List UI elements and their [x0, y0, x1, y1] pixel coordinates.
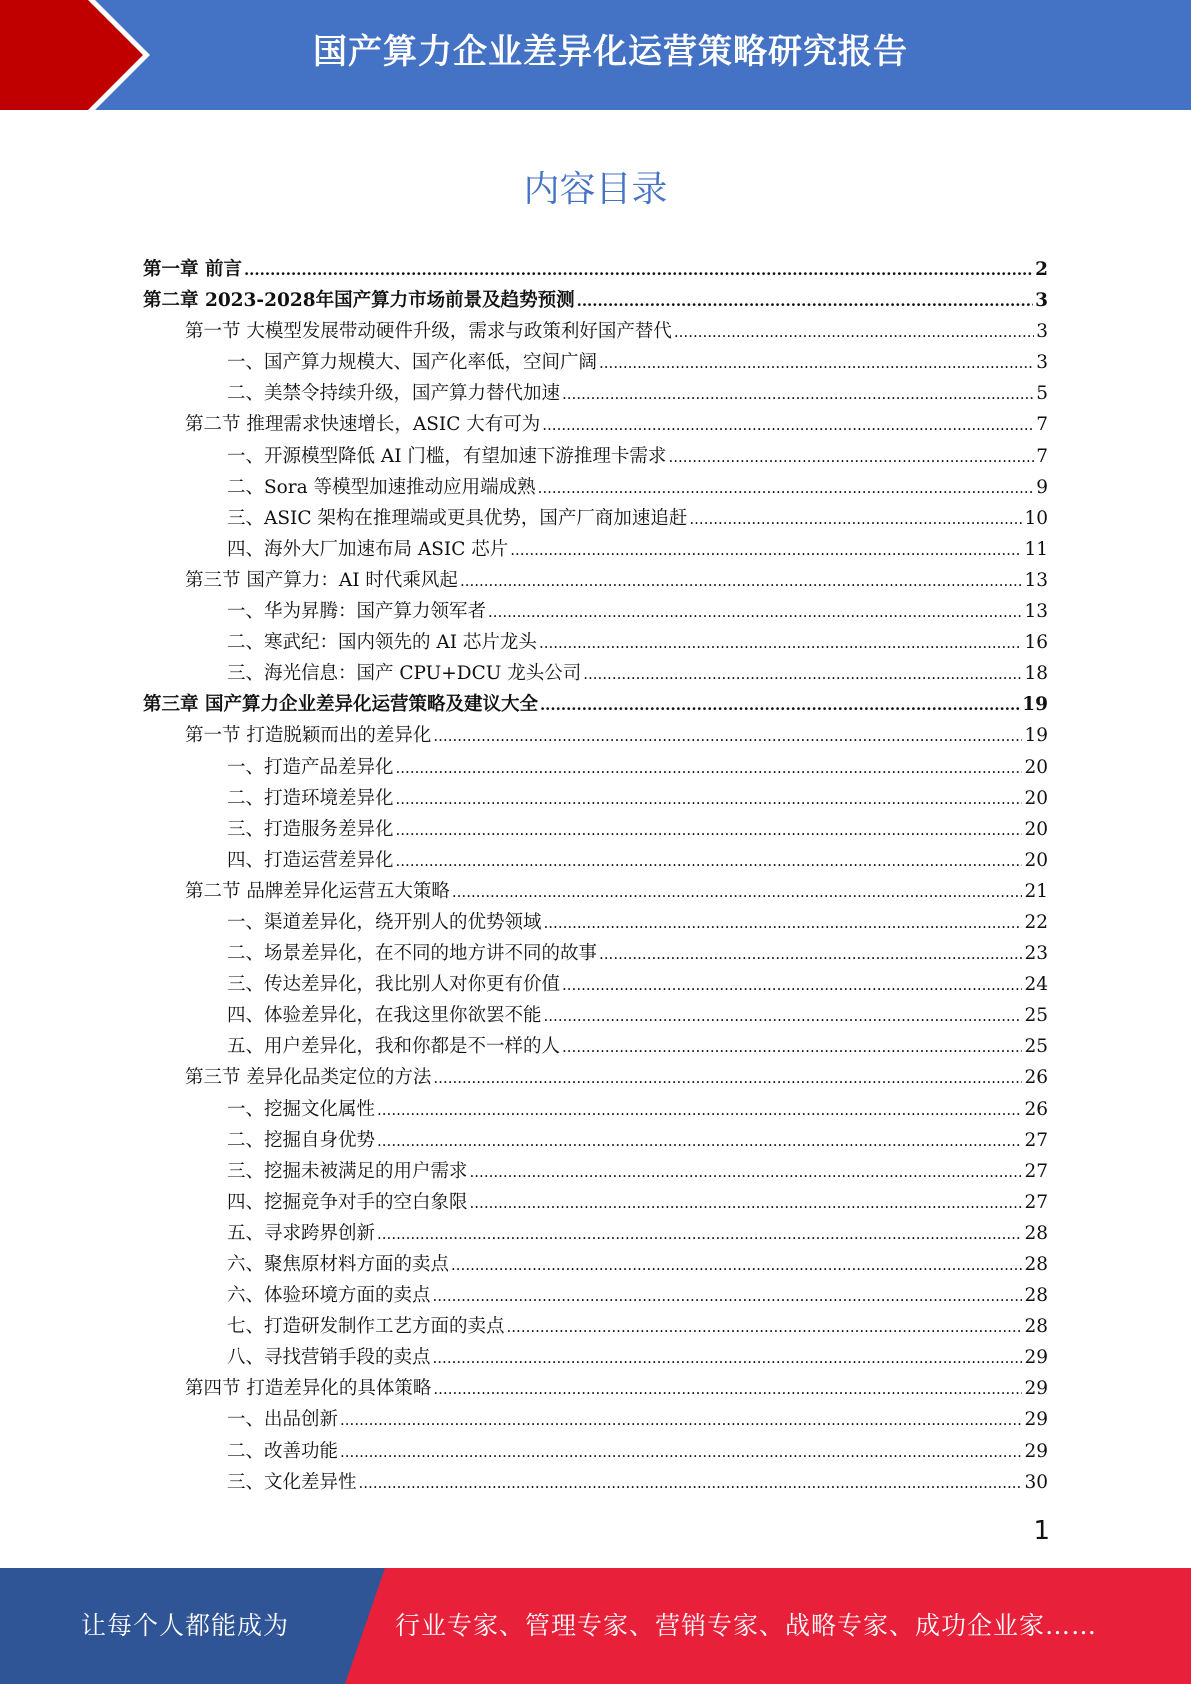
toc-entry-title: 五、寻求跨界创新: [227, 1222, 376, 1244]
toc-entry-title: 一、出品创新: [227, 1409, 339, 1431]
toc-dot-leader: [689, 504, 1022, 535]
toc-dot-leader: [396, 784, 1023, 815]
toc-entry-page-number: 28: [1024, 1222, 1048, 1244]
toc-entry[interactable]: [143, 1218, 1048, 1249]
toc-entry[interactable]: [143, 1187, 1048, 1218]
toc-entry-title: 六、体验环境方面的卖点: [227, 1285, 431, 1307]
toc-dot-leader: [396, 753, 1023, 784]
toc-dot-leader: [377, 1219, 1022, 1250]
toc-entry-page-number: 19: [1024, 725, 1048, 747]
toc-entry-page-number: 7: [1036, 445, 1048, 467]
toc-dot-leader: [433, 1374, 1022, 1405]
toc-entry[interactable]: [143, 783, 1048, 814]
toc-entry[interactable]: [143, 814, 1048, 845]
toc-entry[interactable]: [143, 1062, 1048, 1093]
toc-entry-page-number: 18: [1024, 663, 1048, 685]
toc-entry-page-number: 30: [1024, 1471, 1048, 1493]
toc-dot-leader: [452, 877, 1023, 908]
toc-entry-title: 五、用户差异化，我和你都是不一样的人: [227, 1036, 561, 1058]
toc-entry-title: 四、挖掘竞争对手的空白象限: [227, 1191, 468, 1213]
toc-entry[interactable]: [143, 503, 1048, 534]
toc-entry[interactable]: [143, 1342, 1048, 1373]
toc-entry-page-number: 2: [1035, 259, 1048, 280]
toc-entry-title: 第三节 国产算力：AI 时代乘风起: [185, 569, 458, 591]
toc-dot-leader: [396, 815, 1023, 846]
toc-entry[interactable]: [143, 534, 1048, 565]
toc-dot-leader: [538, 473, 1035, 504]
toc-dot-leader: [377, 1095, 1022, 1126]
toc-dot-leader: [507, 1312, 1023, 1343]
toc-entry-title: 第一节 大模型发展带动硬件升级，需求与政策利好国产替代: [185, 321, 672, 343]
toc-entry-page-number: 21: [1024, 880, 1048, 902]
toc-entry-title: 二、挖掘自身优势: [227, 1129, 376, 1151]
toc-dot-leader: [510, 535, 1022, 566]
toc-entry-page-number: 29: [1024, 1440, 1048, 1462]
toc-entry-page-number: 27: [1024, 1191, 1048, 1213]
toc-dot-leader: [359, 1468, 1023, 1499]
toc-dot-leader: [470, 1188, 1023, 1219]
toc-entry-page-number: 25: [1024, 1005, 1048, 1027]
footer-slogan-right: 行业专家、管理专家、营销专家、战略专家、成功企业家……: [395, 1611, 1098, 1640]
toc-entry-title: 第四节 打造差异化的具体策略: [185, 1378, 432, 1400]
toc-entry-title: 三、文化差异性: [227, 1471, 357, 1493]
toc-entry-title: 第二节 品牌差异化运营五大策略: [185, 880, 450, 902]
toc-dot-leader: [433, 1343, 1023, 1374]
toc-entry-title: 一、华为昇腾：国产算力领军者: [227, 601, 487, 623]
toc-entry-page-number: 10: [1024, 507, 1048, 529]
toc-entry-page-number: 28: [1024, 1285, 1048, 1307]
toc-dot-leader: [674, 317, 1034, 348]
toc-entry-page-number: 11: [1024, 538, 1048, 560]
toc-dot-leader: [577, 286, 1034, 317]
page-number: 1: [1033, 1516, 1050, 1546]
toc-entry-title: 四、海外大厂加速布局 ASIC 芯片: [227, 538, 509, 560]
toc-entry[interactable]: [143, 1436, 1048, 1467]
toc-dot-leader: [540, 690, 1020, 721]
toc-dot-leader: [396, 846, 1023, 877]
toc-entry-page-number: 28: [1024, 1254, 1048, 1275]
toc-entry-page-number: 3: [1036, 352, 1048, 374]
toc-entry[interactable]: [143, 441, 1048, 472]
report-title: 国产算力企业差异化运营策略研究报告: [313, 32, 908, 72]
toc-entry[interactable]: [143, 938, 1048, 969]
toc-dot-leader: [433, 721, 1022, 752]
toc-dot-leader: [544, 908, 1023, 939]
toc-entry[interactable]: [143, 627, 1048, 658]
toc-entry-title: 二、打造环境差异化: [227, 787, 394, 809]
toc-entry-title: 一、挖掘文化属性: [227, 1098, 376, 1120]
toc-entry-page-number: 16: [1024, 632, 1048, 654]
toc-entry-title: 一、打造产品差异化: [227, 756, 394, 778]
toc-entry-page-number: 29: [1024, 1378, 1048, 1400]
toc-dot-leader: [542, 410, 1034, 441]
toc-entry[interactable]: [143, 752, 1048, 783]
toc-entry[interactable]: [143, 845, 1048, 876]
toc-dot-leader: [451, 1250, 1022, 1281]
toc-entry-page-number: 26: [1024, 1067, 1048, 1089]
toc-entry-title: 八、寻找营销手段的卖点: [227, 1347, 431, 1369]
toc-entry-title: 三、传达差异化，我比别人对你更有价值: [227, 974, 561, 996]
toc-dot-leader: [460, 566, 1023, 597]
toc-entry-page-number: 13: [1024, 601, 1048, 623]
toc-entry[interactable]: [143, 378, 1048, 409]
toc-dot-leader: [599, 348, 1034, 379]
toc-entry-page-number: 28: [1024, 1316, 1048, 1338]
toc-entry-title: 第三节 差异化品类定位的方法: [185, 1067, 432, 1089]
toc-entry-page-number: 13: [1024, 569, 1048, 591]
page-header-banner: [0, 0, 1191, 110]
toc-entry-title: 四、打造运营差异化: [227, 849, 394, 871]
toc-entry-page-number: 25: [1024, 1036, 1048, 1058]
toc-entry-title: 一、渠道差异化，绕开别人的优势领域: [227, 911, 542, 933]
toc-entry[interactable]: [143, 565, 1048, 596]
toc-entry-title: 一、开源模型降低 AI 门槛，有望加速下游推理卡需求: [227, 445, 667, 467]
toc-entry[interactable]: [143, 1000, 1048, 1031]
toc-entry[interactable]: [143, 1311, 1048, 1342]
toc-entry-page-number: 9: [1036, 476, 1048, 498]
toc-dot-leader: [244, 255, 1033, 286]
toc-entry-page-number: 20: [1024, 756, 1048, 778]
toc-entry-title: 三、打造服务差异化: [227, 818, 394, 840]
toc-dot-leader: [433, 1063, 1022, 1094]
toc-entry[interactable]: [143, 969, 1048, 1000]
toc-dot-leader: [470, 1157, 1023, 1188]
toc-entry-page-number: 3: [1036, 321, 1048, 343]
toc-entry-title: 三、挖掘未被满足的用户需求: [227, 1160, 468, 1182]
toc-dot-leader: [488, 597, 1022, 628]
toc-entry[interactable]: [143, 689, 1048, 720]
toc-entry-page-number: 29: [1024, 1409, 1048, 1431]
toc-entry-page-number: 7: [1036, 414, 1048, 436]
toc-entry-title: 二、寒武纪：国内领先的 AI 芯片龙头: [227, 632, 537, 654]
toc-entry-title: 一、国产算力规模大、国产化率低，空间广阔: [227, 352, 598, 374]
toc-dot-leader: [539, 628, 1023, 659]
toc-entry-page-number: 20: [1024, 818, 1048, 840]
toc-entry[interactable]: [143, 347, 1048, 378]
toc-entry[interactable]: [143, 1373, 1048, 1404]
toc-entry[interactable]: [143, 596, 1048, 627]
toc-entry-title: 第二章 2023-2028年国产算力市场前景及趋势预测: [143, 290, 575, 312]
toc-dot-leader: [340, 1437, 1022, 1468]
toc-entry[interactable]: [143, 285, 1048, 316]
toc-entry[interactable]: [143, 876, 1048, 907]
toc-entry[interactable]: [143, 254, 1048, 285]
toc-entry[interactable]: [143, 1125, 1048, 1156]
toc-entry-title: 六、聚焦原材料方面的卖点: [227, 1254, 450, 1275]
toc-entry-page-number: 5: [1036, 383, 1048, 405]
toc-dot-leader: [599, 939, 1022, 970]
toc-dot-leader: [544, 1001, 1023, 1032]
page-footer-banner: [0, 1568, 1191, 1684]
toc-entry[interactable]: [143, 1467, 1048, 1498]
toc-entry[interactable]: [143, 720, 1048, 751]
toc-entry-title: 七、打造研发制作工艺方面的卖点: [227, 1316, 505, 1338]
toc-entry-page-number: 24: [1024, 974, 1048, 996]
toc-entry[interactable]: [143, 1280, 1048, 1311]
toc-entry[interactable]: [143, 1404, 1048, 1435]
toc-entry-title: 二、Sora 等模型加速推动应用端成熟: [227, 476, 536, 498]
toc-entry-title: 三、海光信息：国产 CPU+DCU 龙头公司: [227, 663, 582, 685]
table-of-contents: [143, 254, 1048, 1498]
toc-dot-leader: [340, 1405, 1022, 1436]
toc-dot-leader: [562, 970, 1022, 1001]
footer-slogan-left: 让每个人都能成为: [80, 1611, 289, 1640]
toc-entry-title: 第一章 前言: [143, 259, 242, 280]
toc-entry[interactable]: [143, 409, 1048, 440]
toc-entry[interactable]: [143, 472, 1048, 503]
toc-entry-page-number: 22: [1024, 911, 1048, 933]
toc-dot-leader: [377, 1126, 1022, 1157]
toc-entry-page-number: 23: [1024, 943, 1048, 965]
toc-entry-title: 第一节 打造脱颖而出的差异化: [185, 725, 432, 747]
toc-entry-page-number: 20: [1024, 787, 1048, 809]
toc-dot-leader: [668, 442, 1034, 473]
toc-entry[interactable]: [143, 1094, 1048, 1125]
toc-dot-leader: [562, 379, 1034, 410]
toc-entry-title: 二、改善功能: [227, 1440, 339, 1462]
toc-entry-page-number: 29: [1024, 1347, 1048, 1369]
toc-entry-page-number: 20: [1024, 849, 1048, 871]
toc-dot-leader: [433, 1281, 1023, 1312]
toc-entry-title: 二、场景差异化，在不同的地方讲不同的故事: [227, 943, 598, 965]
toc-entry-page-number: 26: [1024, 1098, 1048, 1120]
toc-entry[interactable]: [143, 907, 1048, 938]
toc-entry-title: 四、体验差异化，在我这里你欲罢不能: [227, 1005, 542, 1027]
toc-heading: 内容目录: [523, 169, 668, 210]
toc-entry[interactable]: [143, 1249, 1048, 1280]
toc-entry[interactable]: [143, 1156, 1048, 1187]
toc-dot-leader: [583, 659, 1022, 690]
toc-entry-title: 三、ASIC 架构在推理端或更具优势，国产厂商加速追赶: [227, 507, 688, 529]
toc-dot-leader: [562, 1032, 1022, 1063]
toc-entry-title: 第二节 推理需求快速增长，ASIC 大有可为: [185, 414, 541, 436]
toc-entry-title: 二、美禁令持续升级，国产算力替代加速: [227, 383, 561, 405]
toc-entry-page-number: 19: [1022, 694, 1048, 716]
toc-entry-page-number: 27: [1024, 1129, 1048, 1151]
toc-entry[interactable]: [143, 658, 1048, 689]
toc-entry[interactable]: [143, 316, 1048, 347]
toc-entry[interactable]: [143, 1031, 1048, 1062]
toc-entry-page-number: 3: [1035, 290, 1048, 312]
toc-entry-title: 第三章 国产算力企业差异化运营策略及建议大全: [143, 694, 538, 716]
toc-entry-page-number: 27: [1024, 1160, 1048, 1182]
